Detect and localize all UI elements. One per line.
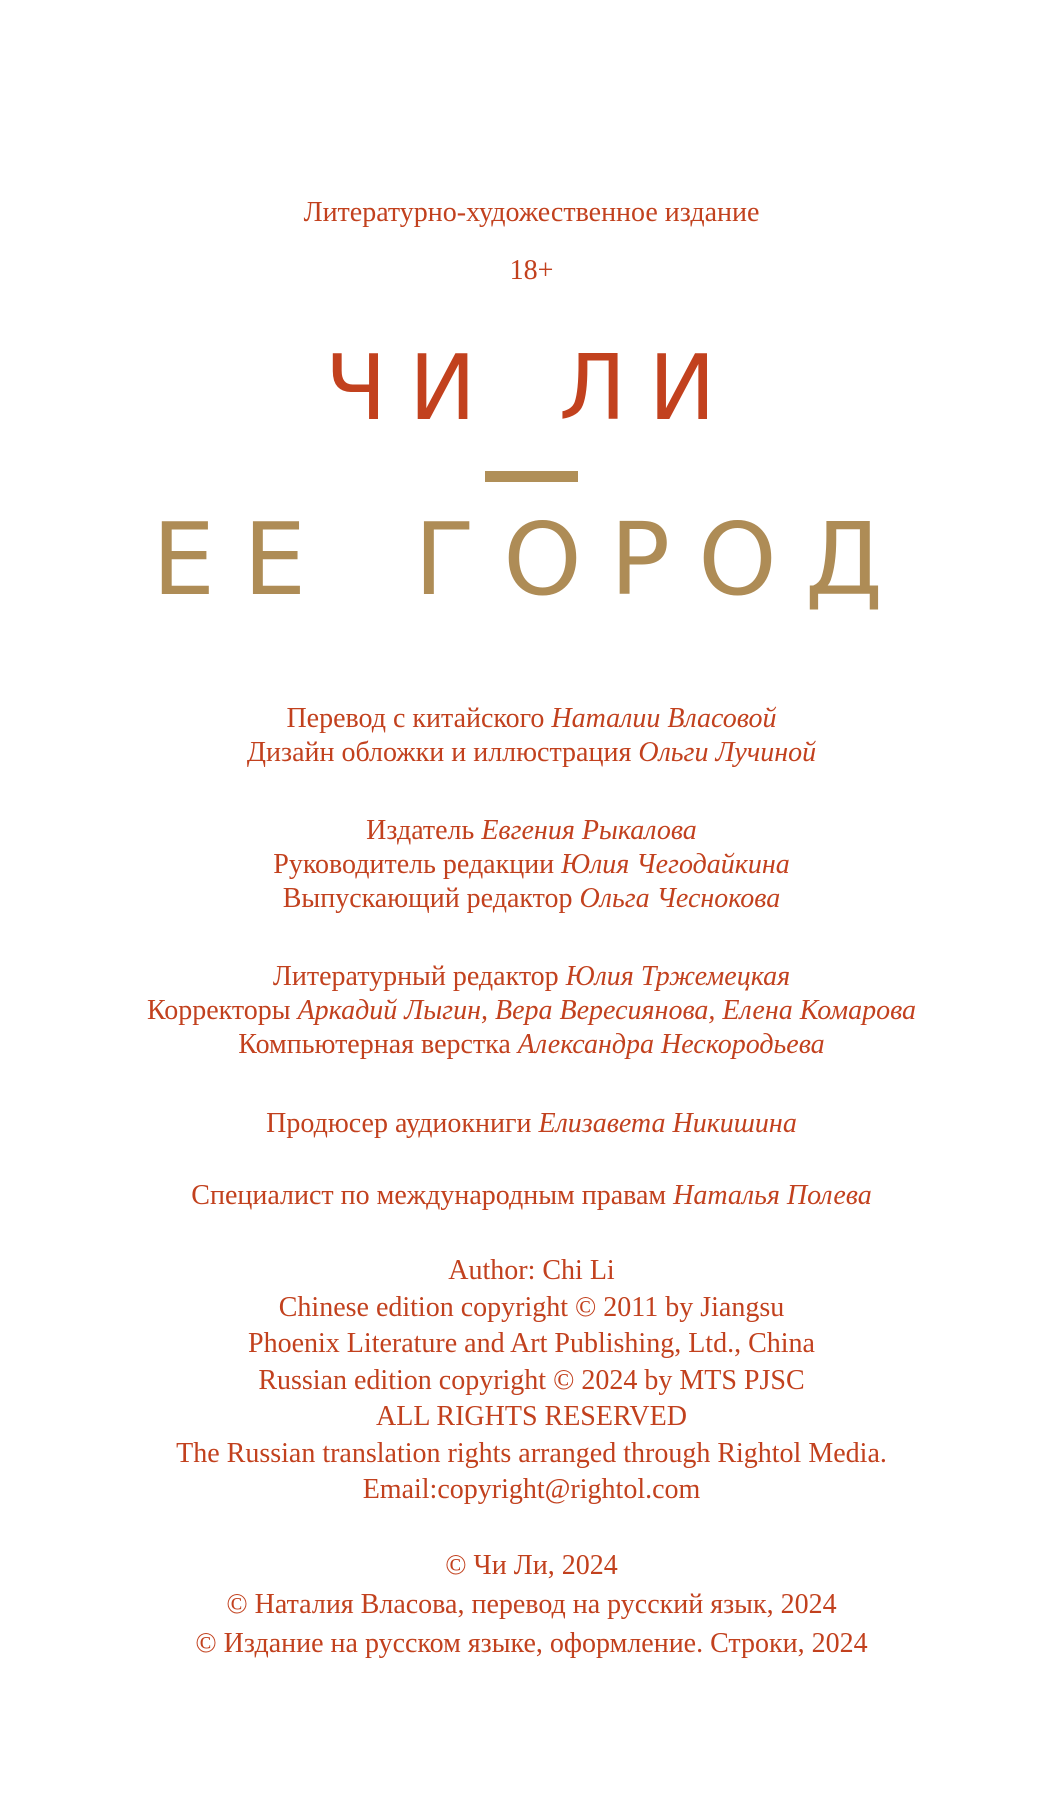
credit-person-names: Юлия Тржемецкая [565,961,791,992]
credit-person-names: Юлия Чегодайкина [561,849,790,880]
credit-person-names: Ольги Лучиной [638,737,817,768]
credit-person-names: Аркадий Лыгин, Вера Вересиянова, Елена Комарова [297,995,917,1026]
credit-group [0,814,1063,916]
legal-line: ALL RIGHTS RESERVED [376,1401,687,1432]
credit-group [0,1179,1063,1213]
credit-line [0,814,1063,848]
credit-line [0,848,1063,882]
credit-group [0,960,1063,1062]
age-rating-label: 18+ [509,255,554,286]
credit-line [0,736,1063,770]
edition-type-label: Литературно-художественное издание [303,197,760,228]
legal-line: The Russian translation rights arranged through Rightol Media. [176,1437,887,1469]
credit-line [0,960,1063,994]
credit-role-label: Корректоры [146,995,291,1026]
legal-line: Email:copyright@rightol.com [362,1474,701,1505]
legal-line: Author: Chi Li [448,1255,615,1286]
credit-line [0,1107,1063,1141]
credit-role-label: Перевод с китайского [286,703,545,734]
credit-person-names: Ольга Чеснокова [579,883,781,914]
credit-role-label: Компьютерная верстка [238,1029,511,1060]
credit-role-label: Дизайн обложки и иллюстрация [246,737,632,768]
credit-person-names: Евгения Рыкалова [481,815,697,846]
credit-line [0,882,1063,916]
credit-role-label: Выпускающий редактор [282,883,573,914]
credit-person-names: Наталья Полева [673,1180,872,1211]
credit-line [0,702,1063,736]
copyright-line: © Наталия Власова, перевод на русский язык, 2024 [226,1589,837,1620]
credit-group [0,702,1063,770]
book-title: ЕЕ ГОРОД [152,501,911,618]
book-author-title: ЧИ ЛИ [325,336,738,441]
credit-role-label: Продюсер аудиокниги [266,1108,532,1139]
credit-role-label: Литературный редактор [272,961,559,992]
legal-line: Chinese edition copyright © 2011 by Jiangsu [278,1291,785,1323]
copyright-line: © Чи Ли, 2024 [445,1550,618,1581]
credit-line [0,994,1063,1028]
credit-person-names: Александра Нескородьева [517,1029,825,1060]
credit-role-label: Издатель [366,815,475,846]
credit-person-names: Наталии Власовой [551,703,777,734]
legal-section-en [0,1253,1063,1509]
credit-role-label: Специалист по международным правам [191,1180,667,1211]
copyright-line: © Издание на русском языке, оформление. Строки, 2024 [195,1628,868,1659]
legal-line: Phoenix Literature and Art Publishing, Ltd., China [248,1328,815,1359]
credit-line [0,1028,1063,1062]
copyright-section [0,1546,1063,1663]
credit-line [0,1179,1063,1213]
credit-role-label: Руководитель редакции [273,849,555,880]
legal-line: Russian edition copyright © 2024 by MTS PJSC [258,1364,805,1396]
credit-person-names: Елизавета Никишина [538,1108,797,1139]
credit-group [0,1107,1063,1141]
title-divider-rule [485,471,578,482]
